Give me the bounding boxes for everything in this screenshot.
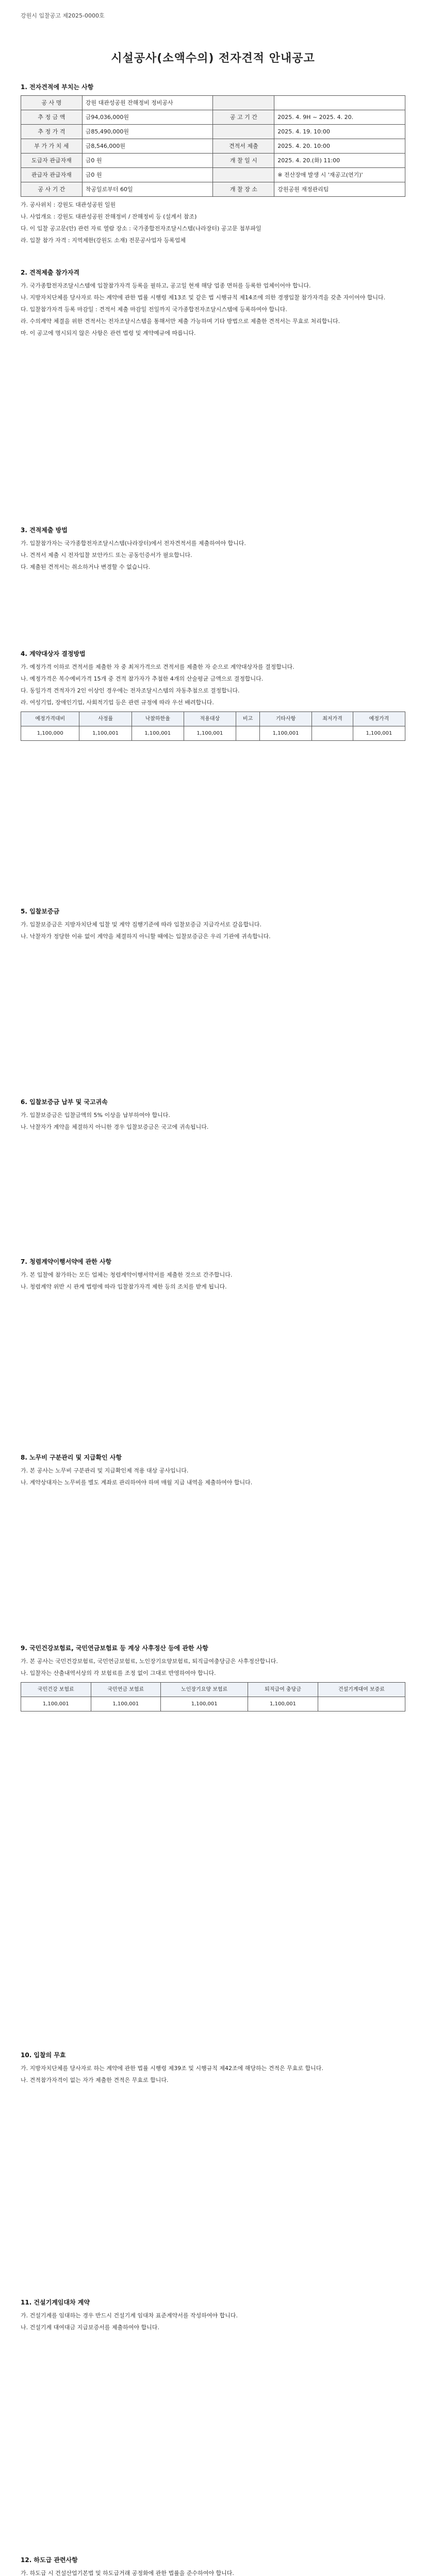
table-cell: 1,100,001: [353, 726, 405, 741]
info-label: 추 정 금 액: [21, 110, 83, 125]
info-value: 강원 대관성공원 잔해정비 정비공사: [82, 96, 213, 110]
info-value: ※ 전산장애 발생 시 '재공고(연기)': [274, 168, 405, 182]
section-5: [21, 907, 405, 943]
table-header-cell: 국민건강 보험료: [21, 1683, 91, 1697]
table-header-cell: 적용대상: [184, 712, 236, 726]
section-9-heading: 9. 국민건강보험료, 국민연금보험료 등 계상 사후정산 등에 관한 사항: [21, 1645, 208, 1652]
info-label: 개 찰 일 시: [213, 154, 274, 168]
section-1-line: 라. 입찰 참가 자격 : 지역제한(강원도 소재) 전문공사업자 등록업체: [21, 237, 186, 244]
section-3-line: 다. 제출된 견적서는 취소하거나 변경할 수 없습니다.: [21, 564, 151, 570]
info-label: [213, 96, 274, 110]
section-12-lines: [21, 2568, 405, 2576]
section-9-lines: [21, 1656, 405, 1678]
section-7: [21, 1257, 405, 1294]
table-cell: [318, 1697, 405, 1711]
section-7-line: 나. 청렴계약 위반 시 관계 법령에 따라 입찰참가자격 제한 등의 조치를 받게 됩니다.: [21, 1283, 227, 1290]
section-1-lines: [21, 200, 405, 245]
table-header-cell: 건설기계대여 보증료: [318, 1683, 405, 1697]
insurance-table: [21, 1682, 405, 1711]
section-5-lines: [21, 920, 405, 941]
table-row: [21, 1697, 405, 1711]
notice-number: 강원시 입찰공고 제2025-0000호: [21, 12, 105, 19]
table-header-cell: 최저가격: [312, 712, 353, 726]
info-row: [21, 139, 405, 154]
info-label: 개 찰 장 소: [213, 182, 274, 197]
info-label: 추 정 가 격: [21, 125, 83, 139]
table-cell: 1,100,001: [132, 726, 184, 741]
section-4-heading: 4. 계약대상자 결정방법: [21, 650, 86, 657]
table-header-cell: 비고: [236, 712, 259, 726]
section-12-line: 가. 하도급 시 건설산업기본법 및 하도급거래 공정화에 관한 법률을 준수하여야 합니다.: [21, 2570, 234, 2576]
section-2-lines: [21, 281, 405, 338]
section-4-line: 다. 동일가격 견적자가 2인 이상인 경우에는 전자조달시스템의 자동추첨으로 결정합니다.: [21, 687, 240, 694]
section-9-line: 가. 본 공사는 국민건강보험료, 국민연금보험료, 노인장기요양보험료, 퇴직급여충당금은 사후정산합니다.: [21, 1658, 278, 1665]
section-10-line: 나. 견적참가자격이 없는 자가 제출한 견적은 무효로 합니다.: [21, 2077, 169, 2083]
section-3-line: 나. 견적서 제출 시 전자입찰 보안카드 또는 공동인증서가 필요합니다.: [21, 552, 192, 558]
section-11-lines: [21, 2311, 405, 2332]
section-3-line: 가. 입찰참가자는 국가종합전자조달시스템(나라장터)에서 전자견적서를 제출하여야 합니다.: [21, 540, 246, 547]
info-value: 강원공원 재정관리팀: [274, 182, 405, 197]
info-row: [21, 96, 405, 110]
section-11-line: 나. 건설기계 대여대금 지급보증서를 제출하여야 합니다.: [21, 2324, 159, 2331]
page-title: 시설공사(소액수의) 전자견적 안내공고: [111, 52, 315, 65]
section-11: [21, 2298, 405, 2334]
section-11-line: 가. 건설기계를 임대하는 경우 반드시 건설기계 임대차 표준계약서를 작성하여야 합니다.: [21, 2312, 238, 2319]
info-value: 금85,490,000원: [82, 125, 213, 139]
table-header-cell: 퇴직급여 충당금: [248, 1683, 318, 1697]
section-2: [21, 268, 405, 340]
section-1-line: 다. 이 입찰 공고문(안) 관련 자료 열람 장소 : 국가종합전자조달시스템(나라장터) 공고문 첨부파일: [21, 225, 261, 232]
info-label: [213, 125, 274, 139]
section-3-lines: [21, 538, 405, 572]
table-row: [21, 726, 405, 741]
section-6-line: 나. 낙찰자가 계약을 체결하지 아니한 경우 입찰보증금은 국고에 귀속됩니다.: [21, 1124, 209, 1130]
table-cell: 1,100,001: [259, 726, 312, 741]
info-value: [274, 96, 405, 110]
info-value: 금0 원: [82, 154, 213, 168]
info-value: 2025. 4. 20. 10:00: [274, 139, 405, 154]
section-5-heading: 5. 입찰보증금: [21, 908, 60, 915]
section-10-lines: [21, 2063, 405, 2085]
info-value: 2025. 4. 19. 10:00: [274, 125, 405, 139]
table-cell: [236, 726, 259, 741]
section-7-lines: [21, 1270, 405, 1292]
info-row: [21, 110, 405, 125]
info-label: 관급자 관급자재: [21, 168, 83, 182]
section-10-line: 가. 지방자치단체를 당사자로 하는 계약에 관한 법률 시행령 제39조 및 시행규칙 제42조에 해당하는 견적은 무효로 합니다.: [21, 2065, 323, 2072]
section-2-line: 나. 지방자치단체를 당사자로 하는 계약에 관한 법률 시행령 제13조 및 같은 법 시행규칙 제14조에 의한 경쟁입찰 참가자격을 갖춘 자이어야 합니다.: [21, 294, 386, 301]
info-label: 견적서 제출: [213, 139, 274, 154]
section-4-line: 나. 예정가격은 복수예비가격 15개 중 견적 참가자가 추첨한 4개의 산술평균 금액으로 결정합니다.: [21, 675, 264, 682]
section-6: [21, 1097, 405, 1134]
info-table: [21, 95, 405, 197]
criteria-table: [21, 711, 405, 741]
section-8-line: 나. 계약상대자는 노무비를 별도 계좌로 관리하여야 하며 매월 지급 내역을 제출하여야 합니다.: [21, 1479, 253, 1486]
section-3: [21, 526, 405, 574]
section-5-line: 가. 입찰보증금은 지방자치단체 입찰 및 계약 집행기준에 따라 입찰보증금 지급각서로 갈음합니다.: [21, 921, 261, 928]
section-6-line: 가. 입찰보증금은 입찰금액의 5% 이상을 납부하여야 합니다.: [21, 1112, 170, 1118]
section-9: [21, 1643, 405, 1716]
section-1-heading: 1. 전자견적에 부치는 사항: [21, 83, 94, 91]
info-label: 공 고 기 간: [213, 110, 274, 125]
table-cell: 1,100,001: [161, 1697, 248, 1711]
info-label: [213, 168, 274, 182]
table-cell: 1,100,001: [79, 726, 132, 741]
table-header-cell: 예정가격: [353, 712, 405, 726]
info-value: 2025. 4. 9H ~ 2025. 4. 20.: [274, 110, 405, 125]
section-1-line: 나. 사업개요 : 강원도 대관성공원 잔해정비 / 잔해정비 등 (설계서 참조): [21, 213, 197, 220]
section-8: [21, 1453, 405, 1489]
table-cell: 1,100,000: [21, 726, 79, 741]
table-header-cell: 예정가격대비: [21, 712, 79, 726]
section-4: [21, 649, 405, 745]
table-cell: 1,100,001: [184, 726, 236, 741]
section-1: [21, 82, 405, 247]
table-cell: 1,100,001: [21, 1697, 91, 1711]
info-value: 2025. 4. 20.(화) 11:00: [274, 154, 405, 168]
info-row: [21, 168, 405, 182]
info-value: 금0 원: [82, 168, 213, 182]
info-value: 금94,036,000원: [82, 110, 213, 125]
section-6-heading: 6. 입찰보증금 납부 및 국고귀속: [21, 1098, 108, 1106]
info-row: [21, 125, 405, 139]
section-4-line: 가. 예정가격 이하로 견적서를 제출한 자 중 최저가격으로 견적서를 제출한 자 순으로 계약대상자를 결정합니다.: [21, 664, 294, 670]
section-4-lines: [21, 662, 405, 707]
table-cell: 1,100,001: [91, 1697, 161, 1711]
section-2-line: 라. 수의계약 체결을 위한 견적서는 전자조달시스템을 통해서만 제출 가능하며 기타 방법으로 제출한 견적서는 무효로 처리합니다.: [21, 318, 340, 325]
section-6-lines: [21, 1110, 405, 1132]
info-label: 공 사 기 간: [21, 182, 83, 197]
section-5-line: 나. 낙찰자가 정당한 이유 없이 계약을 체결하지 아니할 때에는 입찰보증금은 우리 기관에 귀속합니다.: [21, 933, 271, 940]
table-header-cell: 기타사항: [259, 712, 312, 726]
info-label: 공 사 명: [21, 96, 83, 110]
table-cell: 1,100,001: [248, 1697, 318, 1711]
section-7-heading: 7. 청렴계약이행서약에 관한 사항: [21, 1258, 112, 1265]
section-2-line: 다. 입찰참가자격 등록 마감일 : 견적서 제출 마감일 전일까지 국가종합전자조달시스템에 등록하여야 합니다.: [21, 306, 287, 313]
section-11-heading: 11. 건설기계임대차 계약: [21, 2299, 90, 2306]
table-header-cell: 국민연금 보험료: [91, 1683, 161, 1697]
info-label: 부 가 가 치 세: [21, 139, 83, 154]
section-12-heading: 12. 하도급 관련사항: [21, 2556, 78, 2564]
info-label: 도급자 관급자재: [21, 154, 83, 168]
section-10: [21, 2050, 405, 2087]
section-3-heading: 3. 견적제출 방법: [21, 527, 68, 534]
table-header-cell: 낙찰하한율: [132, 712, 184, 726]
section-10-heading: 10. 입찰의 무효: [21, 2052, 66, 2059]
section-7-line: 가. 본 입찰에 참가하는 모든 업체는 청렴계약이행서약서를 제출한 것으로 간주합니다.: [21, 1272, 233, 1278]
table-cell: [312, 726, 353, 741]
table-header-cell: 노인장기요양 보험료: [161, 1683, 248, 1697]
section-2-line: 가. 국가종합전자조달시스템에 입찰참가자격 등록을 필하고, 공고일 현재 해당 업종 면허를 등록한 업체이어야 합니다.: [21, 282, 311, 289]
section-9-line: 나. 입찰자는 산출내역서상의 각 보험료를 조정 없이 그대로 반영하여야 합니다.: [21, 1670, 216, 1676]
section-8-heading: 8. 노무비 구분관리 및 지급확인 사항: [21, 1454, 122, 1461]
info-row: [21, 154, 405, 168]
info-value: 금8,546,000원: [82, 139, 213, 154]
section-8-line: 가. 본 공사는 노무비 구분관리 및 지급확인제 적용 대상 공사입니다.: [21, 1467, 189, 1474]
section-2-line: 마. 이 공고에 명시되지 않은 사항은 관련 법령 및 계약예규에 따릅니다.: [21, 330, 196, 336]
section-8-lines: [21, 1466, 405, 1487]
info-value: 착공일로부터 60일: [82, 182, 213, 197]
info-row: [21, 182, 405, 197]
section-2-heading: 2. 견적제출 참가자격: [21, 269, 80, 276]
table-header-cell: 사정률: [79, 712, 132, 726]
section-1-line: 가. 공사위치 : 강원도 대관성공원 일원: [21, 201, 116, 208]
section-12: [21, 2555, 405, 2576]
section-4-line: 라. 여성기업, 장애인기업, 사회적기업 등은 관련 규정에 따라 우선 배려합니다.: [21, 699, 214, 706]
